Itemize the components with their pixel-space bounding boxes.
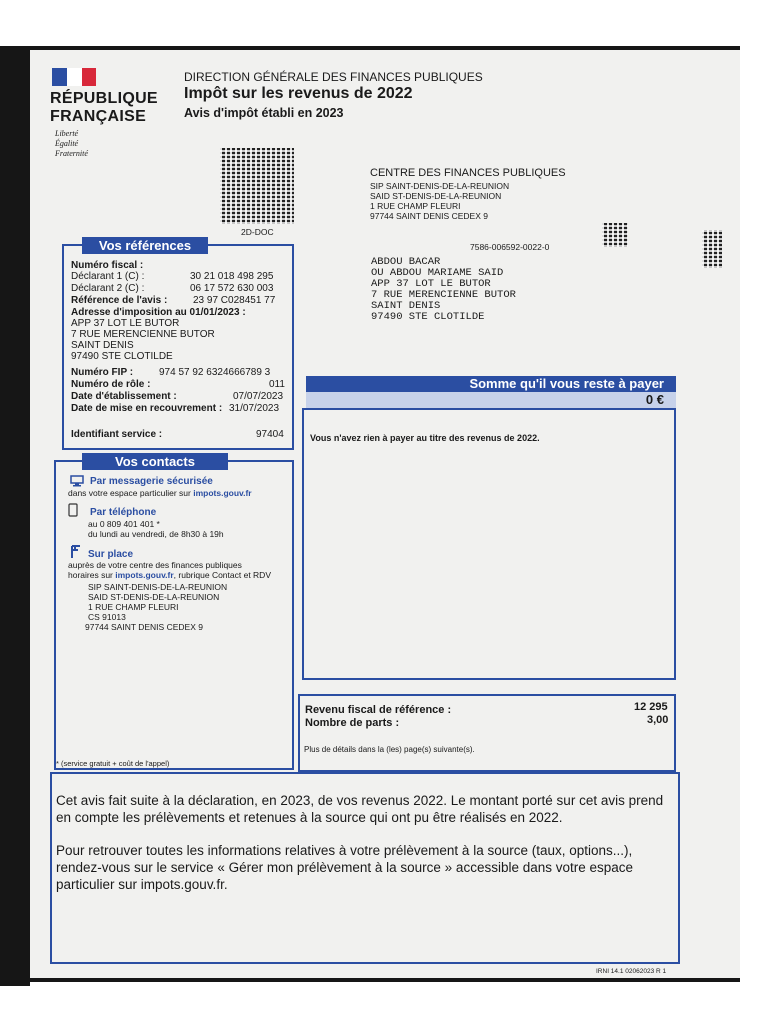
republic-line-2: FRANÇAISE	[50, 108, 147, 125]
messagerie-link[interactable]: impots.gouv.fr	[193, 488, 252, 498]
flag-blue	[52, 68, 67, 86]
revenu-details: Plus de détails dans la (les) page(s) suivante(s).	[304, 745, 475, 754]
declarant2-label: Déclarant 2 (C) :	[71, 283, 145, 294]
role-label: Numéro de rôle :	[71, 379, 151, 390]
motto-2: Égalité	[55, 139, 79, 148]
info-paragraph-1: Cet avis fait suite à la déclaration, en 2023, de vos revenus 2022. Le montant porté sur cet avis prend en compte les prélèvements et retenues à la source qui ont pu être réalisés en 2022.	[56, 793, 664, 825]
place-text-2a: horaires sur	[68, 570, 113, 580]
centre-line: SIP SAINT-DENIS-DE-LA-REUNION	[370, 181, 510, 191]
recouvrement-value: 31/07/2023	[229, 403, 280, 414]
telephone-title: Par téléphone	[90, 507, 157, 518]
notice-title: Impôt sur les revenus de 2022	[184, 85, 413, 102]
ref-avis-label: Référence de l'avis :	[71, 295, 168, 306]
edge-barcode	[702, 230, 722, 268]
fip-value: 974 57 92 6324666789 3	[159, 367, 271, 378]
etablissement-label: Date d'établissement :	[71, 391, 177, 402]
flag-white	[67, 68, 82, 86]
parts-label: Nombre de parts :	[305, 717, 400, 729]
recipient-reference: 7586-006592-0022-0	[470, 242, 550, 252]
recipient-line: SAINT DENIS	[371, 300, 441, 312]
recipient-line: APP 37 LOT LE BUTOR	[371, 278, 491, 290]
service-value: 97404	[256, 429, 284, 440]
republic-line-1: RÉPUBLIQUE	[50, 90, 158, 107]
motto-1: Liberté	[55, 129, 79, 138]
adresse-label: Adresse d'imposition au 01/01/2023 :	[71, 307, 246, 318]
messagerie-text	[68, 488, 252, 498]
footer-code: IRNI 14.1 02062023 R 1	[596, 968, 667, 975]
recouvrement-label: Date de mise en recouvrement :	[71, 403, 223, 414]
messagerie-text-content: dans votre espace particulier sur	[68, 488, 191, 498]
direction-label: DIRECTION GÉNÉRALE DES FINANCES PUBLIQUES	[184, 70, 483, 84]
place-title: Sur place	[88, 549, 134, 560]
small-barcode	[602, 223, 628, 247]
notice-subtitle: Avis d'impôt établi en 2023	[184, 106, 344, 120]
etablissement-value: 07/07/2023	[233, 391, 284, 402]
background-left	[0, 46, 30, 986]
centre-name: CENTRE DES FINANCES PUBLIQUES	[370, 167, 566, 179]
telephone-number: au 0 809 401 401 *	[88, 519, 160, 529]
ref-avis-value: 23 97 C028451 77	[193, 295, 276, 306]
payment-header: Somme qu'il vous reste à payer	[306, 376, 676, 392]
centre-line: 97744 SAINT DENIS CEDEX 9	[370, 211, 488, 221]
place-address-line: SIP SAINT-DENIS-DE-LA-REUNION	[88, 582, 228, 592]
recipient-line: 7 RUE MERENCIENNE BUTOR	[371, 289, 516, 301]
adresse-line: 7 RUE MERENCIENNE BUTOR	[71, 329, 215, 340]
parts-value: 3,00	[647, 714, 669, 726]
phone-icon	[68, 503, 78, 522]
role-value: 011	[269, 379, 285, 390]
tax-notice-page	[30, 50, 740, 978]
service-label: Identifiant service :	[71, 429, 163, 440]
place-link[interactable]: impots.gouv.fr	[115, 570, 174, 580]
place-address-line: CS 91013	[88, 612, 126, 622]
payment-box	[302, 408, 676, 680]
flag-red	[82, 68, 96, 86]
place-text-1: auprès de votre centre des finances publiques	[68, 560, 242, 570]
place-address-line: 97744 SAINT DENIS CEDEX 9	[85, 622, 203, 632]
centre-line: SAID ST-DENIS-DE-LA-REUNION	[370, 191, 502, 201]
recipient-line: ABDOU BACAR	[371, 256, 441, 268]
centre-line: 1 RUE CHAMP FLEURI	[370, 201, 461, 211]
place-text-2b: , rubrique Contact et RDV	[173, 570, 271, 580]
declarant1-label: Déclarant 1 (C) :	[71, 271, 145, 282]
contacts-footnote: * (service gratuit + coût de l'appel)	[56, 759, 170, 768]
place-address-line: SAID ST-DENIS-DE-LA-REUNION	[88, 592, 220, 602]
contacts-title: Vos contacts	[82, 453, 228, 470]
adresse-line: 97490 STE CLOTILDE	[71, 351, 173, 362]
place-address-line: 1 RUE CHAMP FLEURI	[88, 602, 179, 612]
recipient-line: OU ABDOU MARIAME SAID	[371, 267, 504, 279]
references-title: Vos références	[82, 237, 208, 254]
payment-message: Vous n'avez rien à payer au titre des revenus de 2022.	[310, 433, 540, 443]
place-text-2	[68, 570, 271, 580]
motto-3: Fraternité	[55, 149, 88, 158]
payment-amount: 0 €	[306, 392, 676, 408]
2d-doc-code	[220, 148, 294, 224]
rfr-value: 12 295	[634, 701, 668, 713]
messagerie-title: Par messagerie sécurisée	[90, 476, 213, 487]
rfr-label: Revenu fiscal de référence :	[305, 704, 452, 716]
telephone-hours: du lundi au vendredi, de 8h30 à 19h	[88, 529, 224, 539]
declarant1-value: 30 21 018 498 295	[190, 271, 274, 282]
adresse-line: APP 37 LOT LE BUTOR	[71, 318, 180, 329]
recipient-line: 97490 STE CLOTILDE	[371, 311, 485, 323]
marianne-logo	[52, 68, 96, 86]
adresse-line: SAINT DENIS	[71, 340, 134, 351]
fip-label: Numéro FIP :	[71, 367, 134, 378]
declarant2-value: 06 17 572 630 003	[190, 283, 274, 294]
info-paragraph-2: Pour retrouver toutes les informations relatives à votre prélèvement à la source (taux, options...), rendez-vous sur le service « Gérer mon prélèvement à la source » accessible dans votre espace particulier sur impots.gouv.fr.	[56, 843, 634, 892]
numero-fiscal-label: Numéro fiscal :	[71, 260, 144, 271]
2d-doc-label: 2D-DOC	[241, 227, 274, 237]
